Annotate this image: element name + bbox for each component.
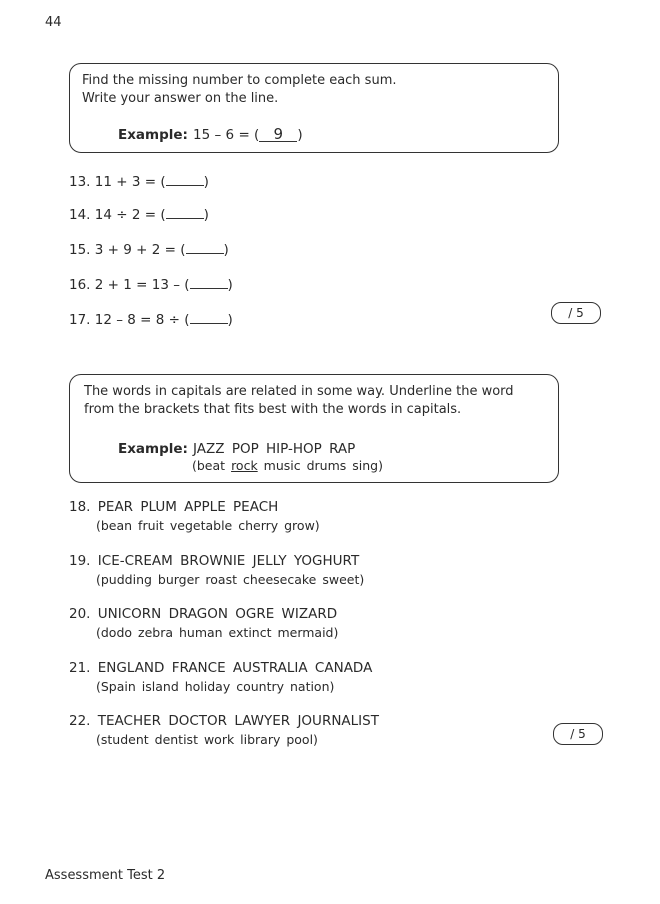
question-20 <box>69 606 338 640</box>
question-number: 16. <box>69 277 91 293</box>
question-number: 19. <box>69 553 91 569</box>
question-number: 22. <box>69 713 91 729</box>
question-22 <box>69 713 379 747</box>
question-options[interactable]: (pudding burger roast cheesecake sweet) <box>96 572 365 587</box>
example-words: JAZZ POP HIP-HOP RAP <box>193 441 356 457</box>
question-close: ) <box>223 242 229 258</box>
question-number: 14. <box>69 207 91 223</box>
question-14 <box>69 207 209 223</box>
question-close: ) <box>227 277 233 293</box>
question-text: 3 + 9 + 2 = ( <box>94 242 186 258</box>
footer-title: Assessment Test 2 <box>45 868 166 883</box>
instruction-line-1: The words in capitals are related in some way. Underline the word <box>84 384 514 399</box>
instruction-box-sums <box>69 63 559 153</box>
question-close: ) <box>227 312 233 328</box>
question-number: 21. <box>69 660 91 676</box>
question-19 <box>69 553 364 587</box>
question-text: 11 + 3 = ( <box>94 174 166 190</box>
instruction-line-2: from the brackets that fits best with the words in capitals. <box>84 402 462 417</box>
example-left: 15 – 6 = ( <box>193 127 260 143</box>
example-right: ) <box>297 127 303 143</box>
question-15 <box>69 242 229 258</box>
example-words-row <box>118 438 355 457</box>
question-words: ICE-CREAM BROWNIE JELLY YOGHURT <box>97 553 360 569</box>
question-words: ENGLAND FRANCE AUSTRALIA CANADA <box>97 660 373 676</box>
example-underlined-word: rock <box>231 458 258 473</box>
example-label: Example: <box>118 127 188 143</box>
answer-line[interactable] <box>166 207 204 219</box>
answer-line[interactable] <box>190 312 228 324</box>
example-sum <box>118 124 303 143</box>
answer-line[interactable] <box>190 277 228 289</box>
answer-line[interactable] <box>186 242 224 254</box>
instruction-line-1: Find the missing number to complete each sum. <box>82 73 397 88</box>
question-number: 13. <box>69 174 91 190</box>
example-label: Example: <box>118 441 188 457</box>
question-options[interactable]: (bean fruit vegetable cherry grow) <box>96 518 320 533</box>
question-18 <box>69 499 320 533</box>
question-17 <box>69 312 233 328</box>
question-13 <box>69 174 209 190</box>
score-box-sums: / 5 <box>551 302 601 324</box>
answer-line[interactable] <box>166 174 204 186</box>
example-answer: 9 <box>259 127 297 142</box>
instruction-line-2: Write your answer on the line. <box>82 91 279 106</box>
question-number: 18. <box>69 499 91 515</box>
question-words: UNICORN DRAGON OGRE WIZARD <box>97 606 338 622</box>
question-number: 15. <box>69 242 91 258</box>
question-text: 2 + 1 = 13 – ( <box>94 277 190 293</box>
question-21 <box>69 660 372 694</box>
question-number: 17. <box>69 312 91 328</box>
question-close: ) <box>203 207 209 223</box>
question-number: 20. <box>69 606 91 622</box>
question-options[interactable]: (Spain island holiday country nation) <box>96 679 335 694</box>
question-options[interactable]: (dodo zebra human extinct mermaid) <box>96 625 339 640</box>
score-box-words: / 5 <box>553 723 603 745</box>
question-16 <box>69 277 233 293</box>
question-options[interactable]: (student dentist work library pool) <box>96 732 318 747</box>
instruction-box-words <box>69 374 559 483</box>
example-options-after: music drums sing) <box>263 458 383 473</box>
question-text: 14 ÷ 2 = ( <box>94 207 166 223</box>
example-options <box>192 458 383 473</box>
question-words: PEAR PLUM APPLE PEACH <box>97 499 279 515</box>
question-text: 12 – 8 = 8 ÷ ( <box>94 312 190 328</box>
question-words: TEACHER DOCTOR LAWYER JOURNALIST <box>97 713 379 729</box>
page-number: 44 <box>45 15 62 30</box>
example-options-before: (beat <box>192 458 226 473</box>
question-close: ) <box>203 174 209 190</box>
